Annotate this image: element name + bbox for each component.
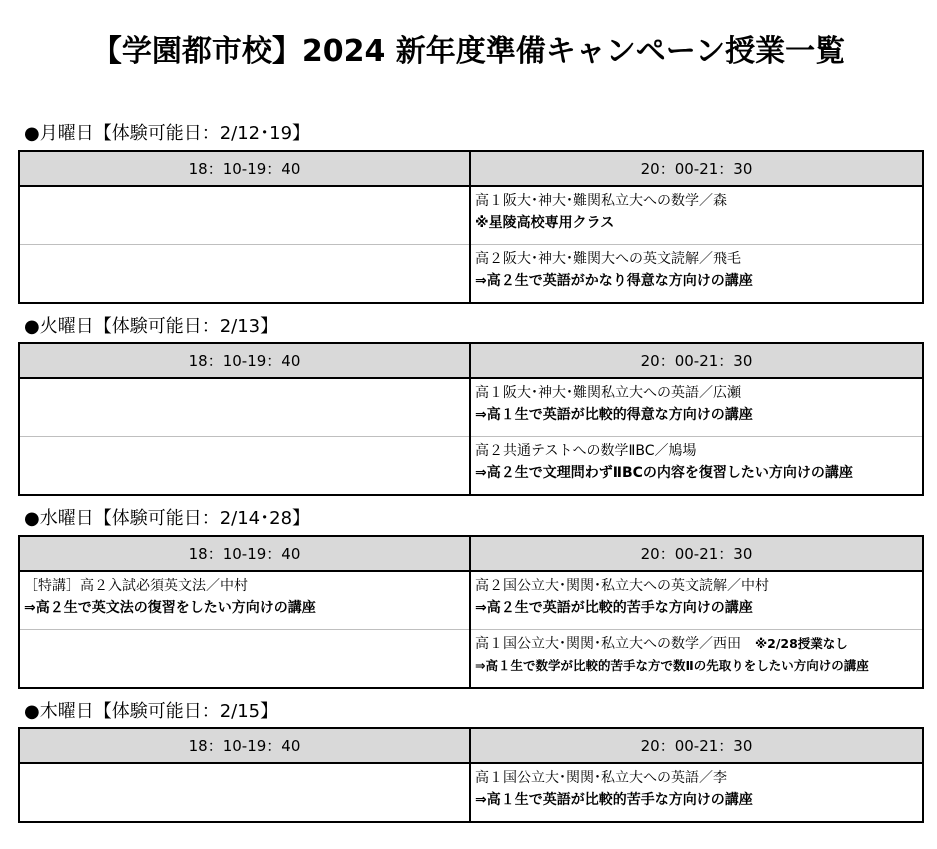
cell-late xyxy=(470,245,923,304)
cell-early xyxy=(19,437,470,496)
cell-early xyxy=(19,571,470,630)
page-title: 【学園都市校】2024 新年度準備キャンペーン授業一覧 xyxy=(91,34,846,69)
table-row xyxy=(19,630,923,689)
course-name-with-note xyxy=(475,633,918,655)
schedule-table-thursday xyxy=(18,727,924,823)
column-header-late: 20：00-21：30 xyxy=(470,728,923,763)
course-note: ⇒高２生で英語が比較的苦手な方向けの講座 xyxy=(475,600,753,616)
course-note: ※星陵高校専用クラス xyxy=(475,215,615,231)
cell-late xyxy=(470,437,923,496)
course-note: ⇒高２生で英文法の復習をしたい方向けの講座 xyxy=(24,600,316,616)
table-row xyxy=(19,763,923,822)
table-row xyxy=(19,571,923,630)
day-heading-thursday: ●木曜日【体験可能日：2/15】 xyxy=(24,701,279,722)
cell-early xyxy=(19,763,470,822)
table-row xyxy=(19,186,923,245)
course-name: 高１国公立大･関関･私立大への数学／西田 xyxy=(475,636,741,652)
column-header-early: 18：10-19：40 xyxy=(19,536,470,571)
day-heading-wednesday: ●水曜日【体験可能日：2/14･28】 xyxy=(24,508,311,529)
cell-early xyxy=(19,186,470,245)
cell-early xyxy=(19,245,470,304)
cell-early xyxy=(19,630,470,689)
course-name: 高２国公立大･関関･私立大への英文読解／中村 xyxy=(475,578,769,594)
cell-late xyxy=(470,763,923,822)
schedule-table-monday xyxy=(18,150,924,304)
column-header-late: 20：00-21：30 xyxy=(470,151,923,186)
schedule-note: ※2/28授業なし xyxy=(755,636,848,651)
cell-late xyxy=(470,378,923,437)
table-row xyxy=(19,437,923,496)
course-name: 高１阪大･神大･難関私立大への英語／広瀬 xyxy=(475,385,741,401)
course-name: 高１阪大･神大･難関私立大への数学／森 xyxy=(475,193,727,209)
course-name: 高２阪大･神大･難関大への英文読解／飛毛 xyxy=(475,251,741,267)
schedule-table-wednesday xyxy=(18,535,924,689)
course-note: ⇒高１生で数学が比較的苦手な方で数Ⅱの先取りをしたい方向けの講座 xyxy=(475,658,869,673)
column-header-early: 18：10-19：40 xyxy=(19,728,470,763)
course-name: ［特講］高２入試必須英文法／中村 xyxy=(24,578,248,594)
table-header-row xyxy=(19,536,923,571)
column-header-late: 20：00-21：30 xyxy=(470,536,923,571)
course-note: ⇒高２生で英語がかなり得意な方向けの講座 xyxy=(475,273,753,289)
column-header-late: 20：00-21：30 xyxy=(470,343,923,378)
table-row xyxy=(19,378,923,437)
column-header-early: 18：10-19：40 xyxy=(19,343,470,378)
table-header-row xyxy=(19,151,923,186)
course-note: ⇒高１生で英語が比較的得意な方向けの講座 xyxy=(475,407,753,423)
table-header-row xyxy=(19,728,923,763)
course-name: 高１国公立大･関関･私立大への英語／李 xyxy=(475,770,727,786)
cell-late xyxy=(470,571,923,630)
day-heading-tuesday: ●火曜日【体験可能日：2/13】 xyxy=(24,316,279,337)
cell-late xyxy=(470,186,923,245)
schedule-table-tuesday xyxy=(18,342,924,496)
table-header-row xyxy=(19,343,923,378)
table-row xyxy=(19,245,923,304)
day-heading-monday: ●月曜日【体験可能日：2/12･19】 xyxy=(24,123,311,144)
course-note: ⇒高１生で英語が比較的苦手な方向けの講座 xyxy=(475,792,753,808)
column-header-early: 18：10-19：40 xyxy=(19,151,470,186)
course-name: 高２共通テストへの数学ⅡBC／鳩場 xyxy=(475,443,697,459)
cell-late xyxy=(470,630,923,689)
course-note: ⇒高２生で文理問わずⅡBCの内容を復習したい方向けの講座 xyxy=(475,465,853,481)
cell-early xyxy=(19,378,470,437)
